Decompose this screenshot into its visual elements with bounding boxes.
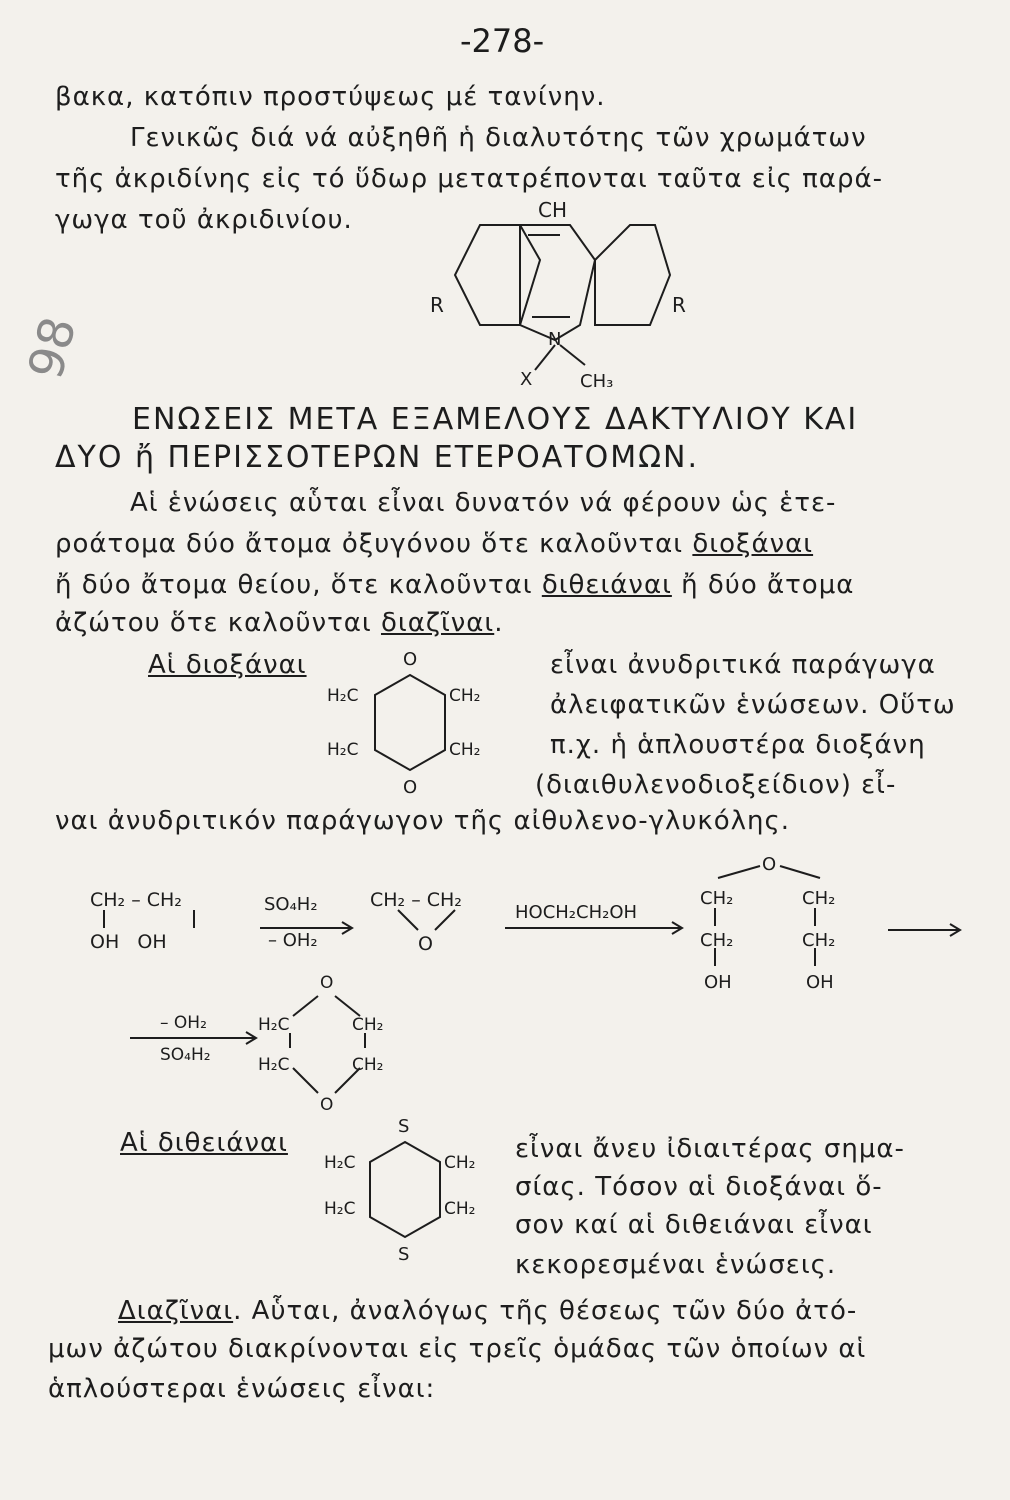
text-line: τῆς ἀκριδίνης εἰς τό ὕδωρ μετατρέπονται ταῦτα εἰς παρά-: [55, 164, 883, 194]
dithiane-label: Αἱ διθειάναι: [120, 1128, 288, 1158]
reagent-label: SO₄H₂: [160, 1045, 211, 1065]
term-dioxanes: διοξάναι: [692, 529, 814, 559]
section-heading: ΕΝΩΣΕΙΣ ΜΕΤΑ ΕΞΑΜΕΛΟΥΣ ΔΑΚΤΥΛΙΟΥ ΚΑΙ: [132, 402, 859, 437]
dioxane-o: O: [320, 973, 334, 993]
ch2-group: CH₂: [700, 930, 734, 951]
acridinium-structure: [420, 195, 700, 395]
ch-label: CH: [538, 198, 568, 222]
ch2-group: CH₂: [444, 1153, 476, 1173]
reagent-label: – OH₂: [268, 930, 318, 951]
ch2-group: CH₂: [700, 888, 734, 909]
reagent-label: HOCH₂CH₂OH: [515, 902, 638, 923]
epoxide-formula: CH₂ – CH₂: [370, 889, 462, 911]
o-atom: O: [403, 777, 418, 798]
text-fragment: .: [494, 608, 504, 638]
text-line: [118, 1296, 857, 1326]
term-dithianes: διθειάναι: [541, 570, 672, 600]
text-line: μων ἀζώτου διακρίνονται εἰς τρεῖς ὁμάδας τῶν ὁποίων αἱ: [48, 1334, 867, 1364]
text-line: π.χ. ἡ ἁπλουστέρα διοξάνη: [550, 730, 926, 760]
reaction-scheme: [80, 848, 980, 1118]
section-heading: ΔΥΟ ἤ ΠΕΡΙΣΣΟΤΕΡΩΝ ΕΤΕΡΟΑΤΟΜΩΝ.: [55, 440, 699, 475]
dioxane-o: O: [320, 1095, 334, 1115]
glycol-oh: OH OH: [90, 931, 167, 953]
r-right-label: R: [672, 293, 686, 317]
text-line: κεκορεσμέναι ἑνώσεις.: [515, 1250, 837, 1280]
text-line: εἶναι ἄνευ ἰδιαιτέρας σημα-: [515, 1134, 905, 1164]
margin-note: 98: [17, 311, 88, 385]
ch3-label: CH₃: [580, 371, 614, 392]
o-atom: O: [403, 649, 418, 670]
r-left-label: R: [430, 293, 444, 317]
text-fragment: . Αὗται, ἀναλόγως τῆς θέσεως τῶν δύο ἀτό-: [233, 1296, 858, 1326]
dithiane-ring: [320, 1112, 500, 1267]
text-line: Αἱ ἑνώσεις αὗται εἶναι δυνατόν νά φέρουν ὡς ἑτε-: [130, 488, 837, 518]
h2c-group: H₂C: [324, 1199, 356, 1219]
term-diazines: διαζῖναι: [380, 608, 495, 638]
s-atom: S: [398, 1244, 410, 1265]
s-atom: S: [398, 1116, 410, 1137]
text-line: βακα, κατόπιν προστύψεως μέ τανίνην.: [55, 82, 606, 112]
text-fragment: ἀζώτου ὅτε καλοῦνται: [55, 608, 381, 638]
text-line: σίας. Τόσον αἱ διοξάναι ὅ-: [515, 1172, 883, 1202]
ch2-group: CH₂: [449, 740, 481, 760]
ether-o: O: [762, 854, 777, 875]
ch2-group: CH₂: [802, 930, 836, 951]
text-line: ἀλειφατικῶν ἑνώσεων. Οὕτω: [550, 690, 956, 720]
text-line: σον καί αἱ διθειάναι εἶναι: [515, 1210, 873, 1240]
text-fragment: ἤ δύο ἄτομα: [671, 570, 855, 600]
text-fragment: ροάτομα δύο ἄτομα ὀξυγόνου ὅτε καλοῦνται: [55, 529, 693, 559]
glycol-formula: CH₂ – CH₂: [90, 889, 182, 911]
ch2-group: CH₂: [444, 1199, 476, 1219]
h2c-group: H₂C: [327, 740, 359, 760]
h2c-group: H₂C: [258, 1055, 290, 1075]
h2c-group: H₂C: [327, 686, 359, 706]
text-line: Γενικῶς διά νά αὐξηθῆ ἡ διαλυτότης τῶν χρωμάτων: [130, 123, 867, 153]
text-line: ναι ἀνυδριτικόν παράγωγον τῆς αἰθυλενο-γλυκόλης.: [55, 806, 791, 836]
text-line: [55, 570, 854, 600]
oh-group: OH: [806, 972, 834, 993]
dioxane-ring: [325, 645, 495, 800]
reagent-label: – OH₂: [160, 1013, 207, 1033]
ch2-group: CH₂: [352, 1015, 384, 1035]
h2c-group: H₂C: [324, 1153, 356, 1173]
epoxide-o: O: [418, 933, 433, 955]
text-line: [55, 529, 813, 559]
term-diazines: Διαζῖναι: [118, 1296, 234, 1326]
text-line: εἶναι ἀνυδριτικά παράγωγα: [550, 650, 936, 680]
text-fragment: ἤ δύο ἄτομα θείου, ὅτε καλοῦνται: [55, 570, 542, 600]
dioxane-label: Αἱ διοξάναι: [148, 650, 307, 680]
text-line: (διαιθυλενοδιοξείδιον) εἶ-: [535, 770, 897, 800]
ch2-group: CH₂: [352, 1055, 384, 1075]
ch2-group: CH₂: [802, 888, 836, 909]
page-number: -278-: [460, 22, 545, 60]
x-label: X: [520, 369, 533, 390]
text-line: γωγα τοῦ ἀκριδινίου.: [55, 205, 353, 235]
n-label: N: [548, 329, 562, 350]
text-line: [55, 608, 504, 638]
text-line: ἁπλούστεραι ἑνώσεις εἶναι:: [48, 1374, 436, 1404]
oh-group: OH: [704, 972, 732, 993]
ch2-group: CH₂: [449, 686, 481, 706]
reagent-label: SO₄H₂: [264, 894, 318, 915]
h2c-group: H₂C: [258, 1015, 290, 1035]
